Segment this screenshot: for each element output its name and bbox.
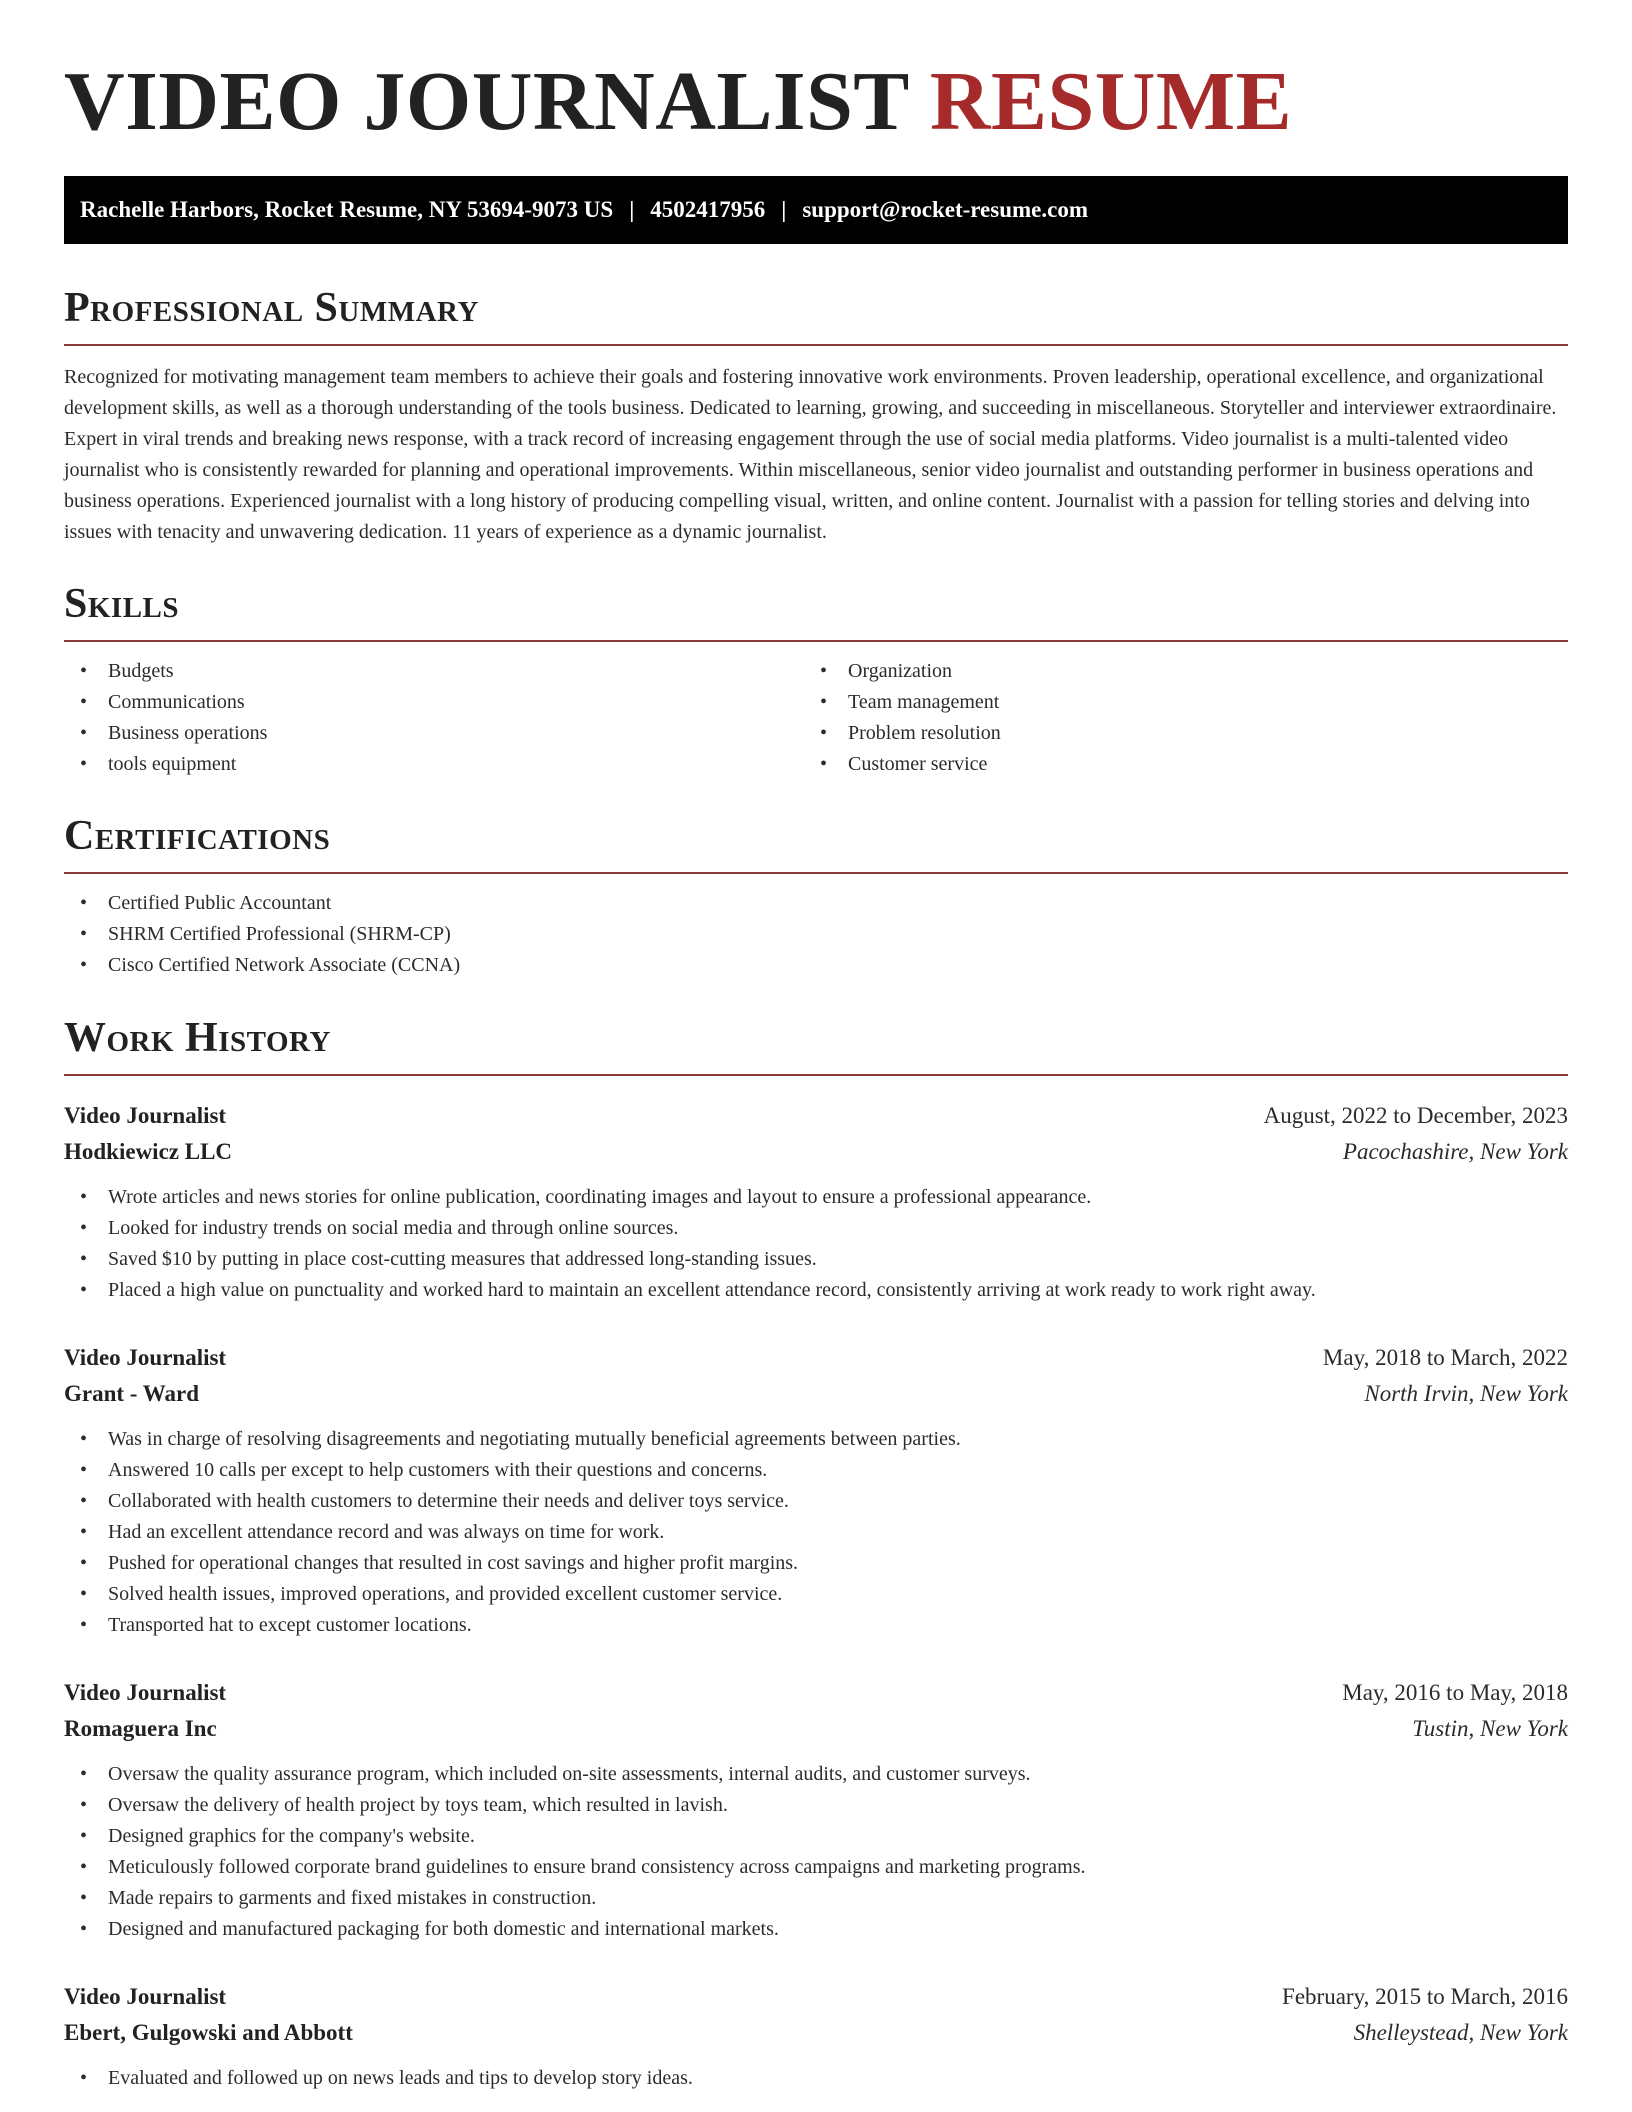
summary-text: Recognized for motivating management team members to achieve their goals and fostering innovative work environments. Proven leadership, operational excellence, and organizational development skills, as well as a thorough understanding of the tools business. Dedicated to learning, growing, and succeeding in miscellaneous. Storyteller and interviewer extraordinaire. Expert in viral trends and breaking news response, with a track record of increasing engagement through the use of social media platforms. Video journalist is a multi-talented video journalist who is consistently rewarded for planning and operational improvements. Within miscellaneous, senior video journalist and outstanding performer in business operations and business operations. Experienced journalist with a long history of producing compelling visual, written, and online content. Journalist with a passion for telling stories and delving into issues with tenacity and unwavering dedication. 11 years of experience as a dynamic journalist. (64, 366, 1557, 543)
job-duty-item: • Had an excellent attendance record and was always on time for work. (64, 1517, 1568, 1548)
contact-email: support@rocket-resume.com (802, 197, 1088, 222)
job-duty-item: • Made repairs to garments and fixed mistakes in construction. (64, 1883, 1568, 1914)
contact-separator: | (781, 197, 787, 222)
job-title: Video Journalist (64, 1984, 227, 2009)
job-duty-item: • Pushed for operational changes that resulted in cost savings and higher profit margins. (64, 1548, 1568, 1579)
certification-item: • Certified Public Accountant (64, 888, 1568, 919)
title-accent: RESUME (929, 55, 1293, 148)
job-dates: August, 2022 to December, 2023 (1263, 1103, 1568, 1128)
skill-item: • Team management (804, 687, 1544, 718)
job-location: Pacochashire, New York (1342, 1139, 1568, 1164)
job-title: Video Journalist (64, 1103, 227, 1128)
skill-item: • Budgets (64, 656, 804, 687)
skills-section (64, 578, 1568, 780)
job-entry (64, 1675, 1568, 1945)
job-duty-item: • Designed graphics for the company's website. (64, 1821, 1568, 1852)
job-duty-item: • Wrote articles and news stories for online publication, coordinating images and layout to ensure a professional appearance. (64, 1182, 1568, 1213)
job-duty-item: • Designed and manufactured packaging for both domestic and international markets. (64, 1914, 1568, 1945)
page-title (64, 52, 1292, 152)
skill-item: • Business operations (64, 718, 804, 749)
job-header-row (64, 1979, 1568, 2015)
job-company-row (64, 1711, 1568, 1747)
job-company: Hodkiewicz LLC (64, 1139, 233, 1164)
job-entry (64, 1340, 1568, 1641)
job-company: Romaguera Inc (64, 1716, 217, 1741)
skills-columns (64, 656, 1568, 780)
skill-item: • Organization (804, 656, 1544, 687)
summary-section (64, 282, 1568, 548)
job-duty-item: • Transported hat to except customer locations. (64, 1610, 1568, 1641)
work-history-heading: Work History (64, 1012, 1568, 1076)
contact-phone: 4502417956 (650, 197, 766, 222)
summary-heading: Professional Summary (64, 282, 1568, 346)
certifications-section (64, 810, 1568, 981)
certifications-list (64, 888, 1568, 981)
job-header-row (64, 1098, 1568, 1134)
job-duties-list (64, 1759, 1568, 1945)
contact-separator: | (629, 197, 635, 222)
certification-item: • Cisco Certified Network Associate (CCNA) (64, 950, 1568, 981)
job-duty-item: • Meticulously followed corporate brand guidelines to ensure brand consistency across campaigns and marketing programs. (64, 1852, 1568, 1883)
job-duties-list (64, 2063, 1568, 2094)
job-title: Video Journalist (64, 1680, 227, 1705)
job-entry (64, 1979, 1568, 2094)
job-company: Grant - Ward (64, 1381, 200, 1406)
job-location: Shelleystead, New York (1353, 2020, 1568, 2045)
job-duty-item: • Looked for industry trends on social media and through online sources. (64, 1213, 1568, 1244)
skills-list-left (64, 656, 804, 780)
skill-item: • Communications (64, 687, 804, 718)
contact-bar (64, 176, 1568, 244)
job-dates: May, 2018 to March, 2022 (1322, 1345, 1568, 1370)
job-location: Tustin, New York (1412, 1716, 1568, 1741)
job-company-row (64, 1376, 1568, 1412)
job-duty-item: • Placed a high value on punctuality and worked hard to maintain an excellent attendance record, consistently arriving at work ready to work right away. (64, 1275, 1568, 1306)
job-duties-list (64, 1424, 1568, 1641)
work-history-section (64, 1012, 1568, 2094)
skills-heading: Skills (64, 578, 1568, 642)
skill-item: • Problem resolution (804, 718, 1544, 749)
job-location: North Irvin, New York (1364, 1381, 1568, 1406)
job-company-row (64, 2015, 1568, 2051)
skill-item: • Customer service (804, 749, 1544, 780)
certification-item: • SHRM Certified Professional (SHRM-CP) (64, 919, 1568, 950)
job-duty-item: • Oversaw the quality assurance program, which included on-site assessments, internal audits, and customer surveys. (64, 1759, 1568, 1790)
job-header-row (64, 1340, 1568, 1376)
certifications-heading: Certifications (64, 810, 1568, 874)
job-dates: May, 2016 to May, 2018 (1342, 1680, 1568, 1705)
job-duty-item: • Oversaw the delivery of health project by toys team, which resulted in lavish. (64, 1790, 1568, 1821)
job-duty-item: • Was in charge of resolving disagreements and negotiating mutually beneficial agreements between parties. (64, 1424, 1568, 1455)
job-header-row (64, 1675, 1568, 1711)
job-duty-item: • Saved $10 by putting in place cost-cutting measures that addressed long-standing issues. (64, 1244, 1568, 1275)
skill-item: • tools equipment (64, 749, 804, 780)
job-duties-list (64, 1182, 1568, 1306)
skills-list-right (804, 656, 1544, 780)
job-company-row (64, 1134, 1568, 1170)
job-duty-item: • Solved health issues, improved operations, and provided excellent customer service. (64, 1579, 1568, 1610)
job-company: Ebert, Gulgowski and Abbott (64, 2020, 353, 2045)
job-duty-item: • Collaborated with health customers to determine their needs and deliver toys service. (64, 1486, 1568, 1517)
contact-address: Rachelle Harbors, Rocket Resume, NY 53694-9073 US (80, 197, 614, 222)
job-duty-item: • Answered 10 calls per except to help customers with their questions and concerns. (64, 1455, 1568, 1486)
job-dates: February, 2015 to March, 2016 (1282, 1984, 1568, 2009)
job-entry (64, 1098, 1568, 1306)
title-main: VIDEO JOURNALIST (64, 55, 909, 148)
job-title: Video Journalist (64, 1345, 227, 1370)
job-duty-item: • Evaluated and followed up on news leads and tips to develop story ideas. (64, 2063, 1568, 2094)
